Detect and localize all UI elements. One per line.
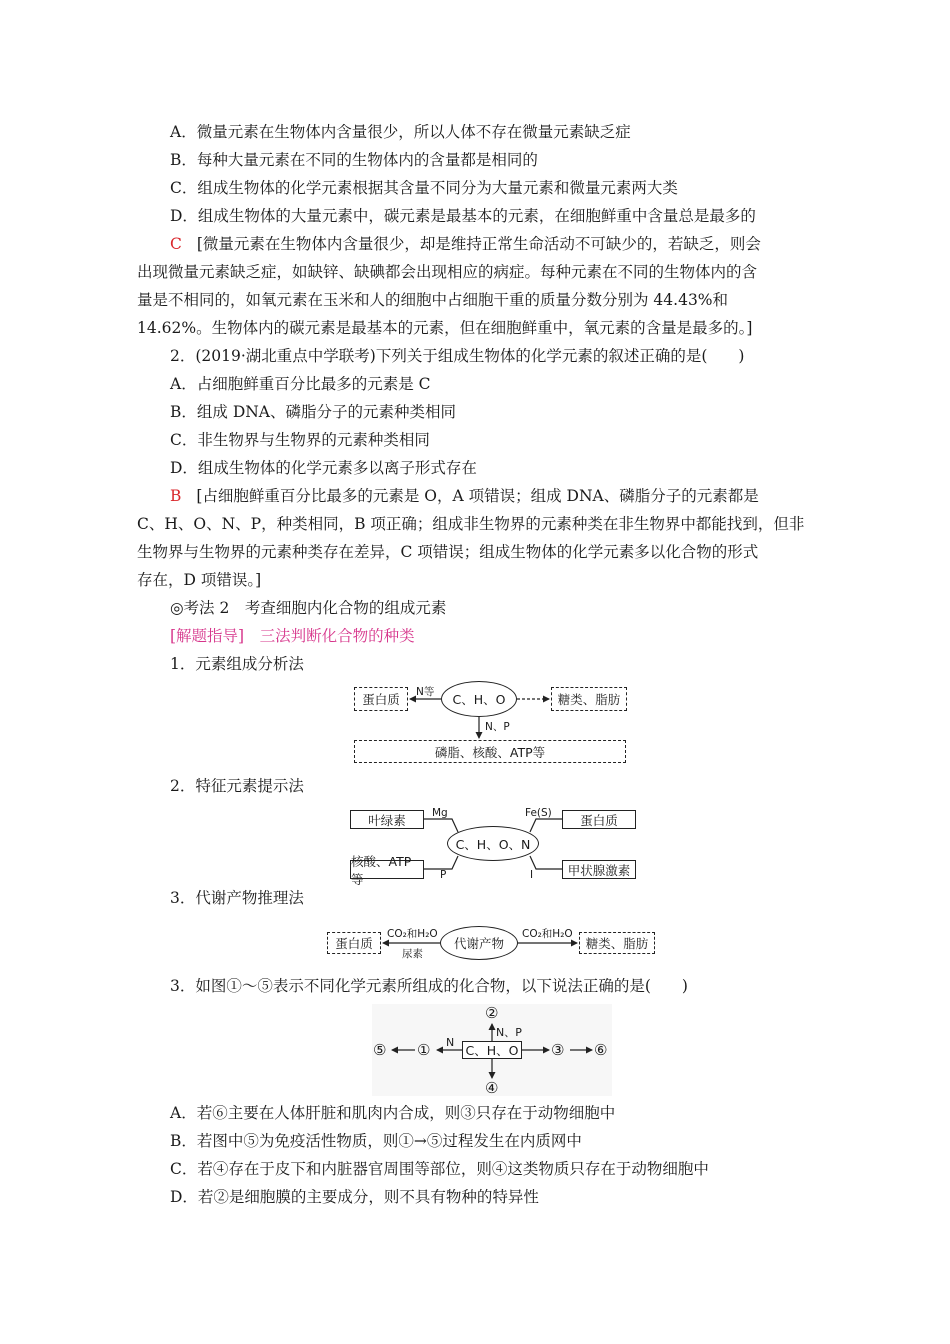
q2-option-d: D．组成生物体的化学元素多以离子形式存在	[170, 459, 477, 477]
q3-option-a: A．若⑥主要在人体肝脏和肌肉内合成，则③只存在于动物细胞中	[170, 1104, 616, 1122]
method-3-title: 3．代谢产物推理法	[170, 889, 304, 907]
d2-label-fe: Fe(S)	[525, 807, 552, 819]
d2-chlorophyll-box: 叶绿素	[350, 810, 424, 829]
q3-option-c: C．若④存在于皮下和内脏器官周围等部位，则④这类物质只存在于动物细胞中	[170, 1160, 709, 1178]
q1-explanation-1: [微量元素在生物体内含量很少，却是维持正常生命活动不可缺少的，若缺乏，则会	[196, 235, 761, 253]
d1-sugar-fat-box: 糖类、脂肪	[551, 687, 627, 711]
guide-title: 三法判断化合物的种类	[244, 627, 415, 645]
d1-label-np: N、P	[485, 721, 510, 733]
q1-answer-letter: C	[170, 235, 182, 253]
d2-link-bl	[424, 856, 458, 869]
d2-link-tl	[424, 819, 458, 832]
q2-explanation-1: [占细胞鲜重百分比最多的元素是 O，A 项错误；组成 DNA、磷脂分子的元素都是	[196, 487, 759, 505]
d3-label-right-top: CO₂和H₂O	[522, 928, 573, 940]
q3-stem: 3．如图①～⑤表示不同化学元素所组成的化合物，以下说法正确的是( )	[170, 977, 688, 995]
q1-explanation-4: 14.62%。生物体内的碳元素是最基本的元素，但在细胞鲜重中，氧元素的含量是最多的。]	[137, 319, 753, 337]
q2-explanation-4: 存在，D 项错误。]	[137, 571, 262, 589]
q2-stem: 2．(2019·湖北重点中学联考)下列关于组成生物体的化学元素的叙述正确的是( )	[170, 347, 745, 365]
d3-sugar-fat-box: 糖类、脂肪	[579, 932, 655, 954]
d2-link-tr	[530, 819, 562, 832]
d4-label-np: N、P	[496, 1026, 522, 1039]
q2-option-c: C．非生物界与生物界的元素种类相同	[170, 431, 430, 449]
q3-option-b: B．若图中⑤为免疫活性物质，则①→⑤过程发生在内质网中	[170, 1132, 582, 1150]
q2-explanation-2: C、H、O、N、P，种类相同，B 项正确；组成非生物界的元素种类在非生物界中都能找到，但非	[137, 515, 805, 533]
method2-title: ◎考法 2 考查细胞内化合物的组成元素	[170, 599, 447, 617]
q1-option-d: D．组成生物体的大量元素中，碳元素是最基本的元素，在细胞鲜重中含量总是最多的	[170, 207, 756, 225]
q1-option-c: C．组成生物体的化学元素根据其含量不同分为大量元素和微量元素两大类	[170, 179, 678, 197]
d4-node-5: ⑤	[373, 1041, 387, 1059]
d2-protein-box: 蛋白质	[562, 810, 636, 829]
d4-node-2: ②	[485, 1004, 499, 1022]
d4-node-1: ①	[417, 1041, 431, 1059]
d2-link-br	[530, 856, 562, 869]
d1-label-n: N等	[416, 686, 435, 698]
d3-protein-box: 蛋白质	[327, 932, 381, 954]
q2-option-a: A．占细胞鲜重百分比最多的元素是 C	[170, 375, 431, 393]
d4-node-3: ③	[551, 1041, 565, 1059]
d2-label-p: P	[440, 869, 447, 881]
d4-label-n: N	[446, 1036, 455, 1049]
q2-explanation-3: 生物界与生物界的元素种类存在差异，C 项错误；组成生物体的化学元素多以化合物的形式	[137, 543, 759, 561]
q2-option-b: B．组成 DNA、磷脂分子的元素种类相同	[170, 403, 457, 421]
d3-label-left-top: CO₂和H₂O	[387, 928, 438, 940]
d2-label-mg: Mg	[432, 807, 448, 819]
q2-answer-letter: B	[170, 487, 182, 505]
d1-phospholipid-box: 磷脂、核酸、ATP等	[354, 740, 626, 763]
d2-thyroxine-box: 甲状腺激素	[562, 860, 636, 879]
d4-center-box: C、H、O	[462, 1041, 522, 1059]
d2-label-i: I	[530, 869, 534, 881]
q1-explanation-3: 量是不相同的，如氧元素在玉米和人的细胞中占细胞干重的质量分数分别为 44.43%和	[137, 291, 729, 309]
method-2-title: 2．特征元素提示法	[170, 777, 304, 795]
d2-nucleic-acid-box: 核酸、ATP等	[350, 860, 424, 879]
d1-protein-box: 蛋白质	[354, 687, 408, 711]
d3-label-urea: 尿素	[402, 948, 423, 960]
d4-node-4: ④	[485, 1079, 499, 1097]
guide-tag: [解题指导]	[170, 627, 245, 645]
q1-option-a: A．微量元素在生物体内含量很少，所以人体不存在微量元素缺乏症	[170, 123, 631, 141]
d4-node-6: ⑥	[594, 1041, 608, 1059]
q1-option-b: B．每种大量元素在不同的生物体内的含量都是相同的	[170, 151, 538, 169]
q1-explanation-2: 出现微量元素缺乏症，如缺锌、缺碘都会出现相应的病症。每种元素在不同的生物体内的含	[137, 263, 758, 281]
q3-option-d: D．若②是细胞膜的主要成分，则不具有物种的特异性	[170, 1188, 539, 1206]
d3-center-oval: 代谢产物	[440, 926, 518, 960]
d2-center-oval: C、H、O、N	[447, 826, 539, 861]
method-1-title: 1．元素组成分析法	[170, 655, 304, 673]
d1-center-oval: C、H、O	[441, 681, 517, 717]
